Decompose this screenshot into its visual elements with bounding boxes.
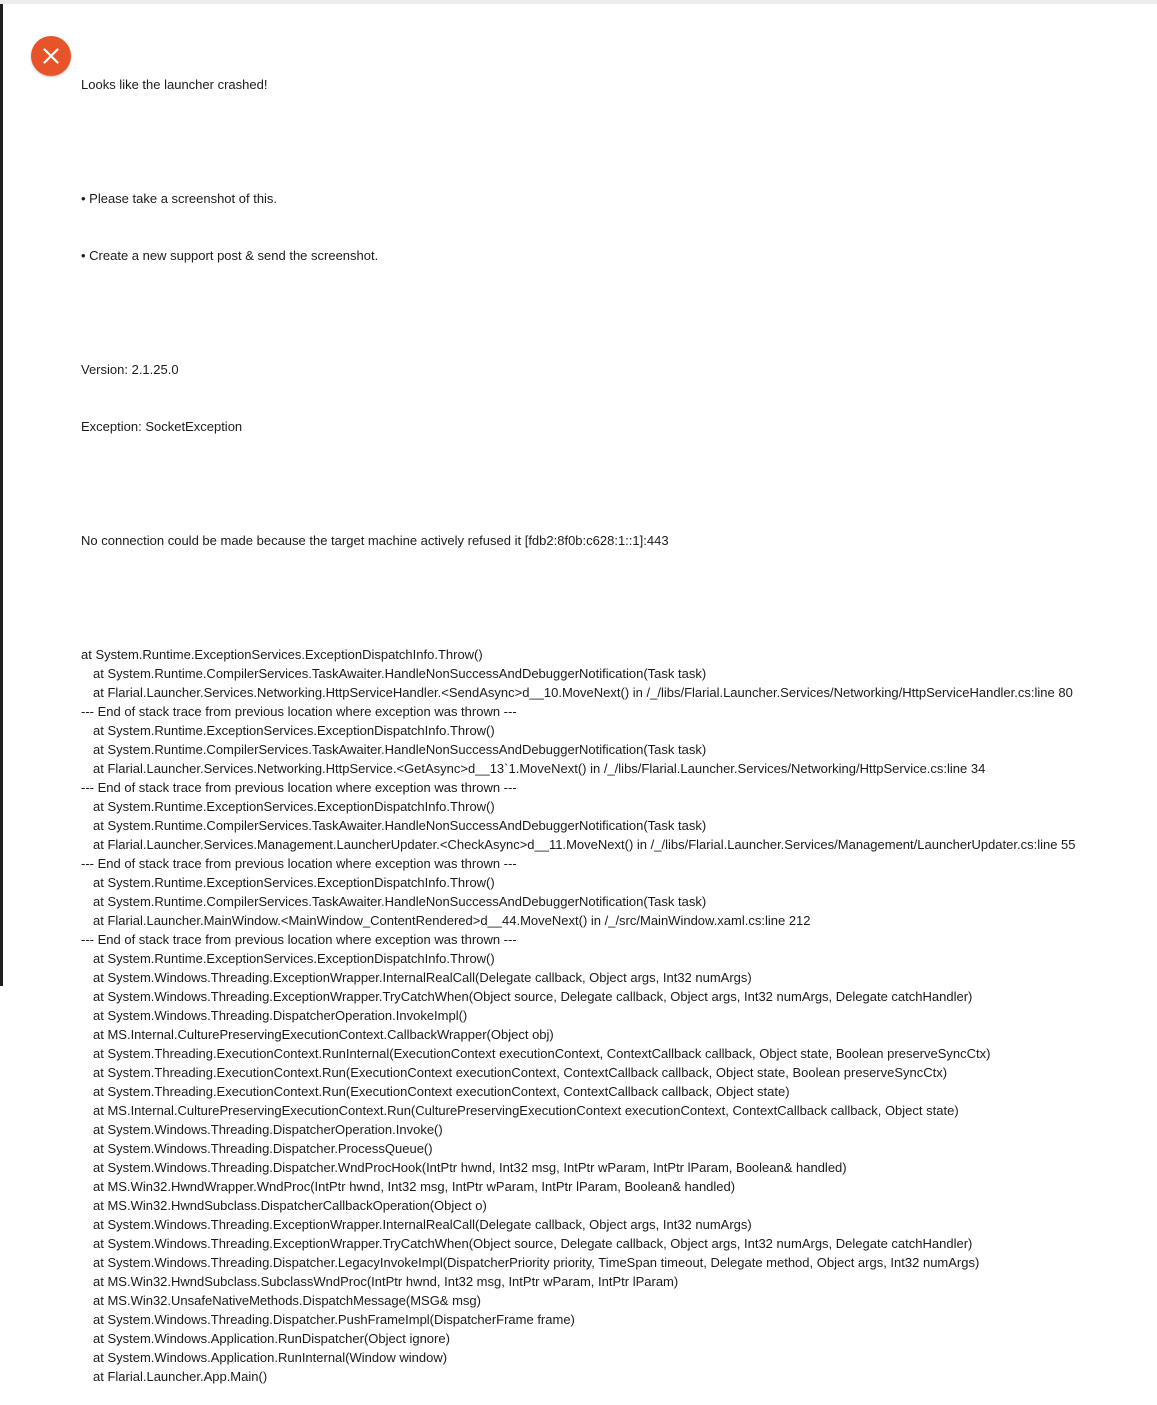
crash-message (81, 37, 1151, 1405)
error-close-icon (31, 36, 71, 76)
stack-trace-line: at System.Windows.Threading.Dispatcher.LegacyInvokeImpl(DispatcherPriority priority, TimeSpan timeout, Delegate method, Object args, Int32 numArgs) (93, 1255, 980, 1270)
stack-trace-line: at Flarial.Launcher.MainWindow.<MainWindow_ContentRendered>d__44.MoveNext() in /_/src/MainWindow.xaml.cs:line 212 (93, 913, 811, 928)
stack-trace-line: at MS.Win32.HwndSubclass.DispatcherCallbackOperation(Object o) (93, 1198, 487, 1213)
stack-trace-line: at System.Runtime.CompilerServices.TaskAwaiter.HandleNonSuccessAndDebuggerNotification(Task task) (93, 894, 707, 909)
stack-trace-line: at System.Windows.Threading.ExceptionWrapper.TryCatchWhen(Object source, Delegate callback, Object args, Int32 numArgs, Delegate catchHandler) (93, 989, 973, 1004)
stack-trace-line: at System.Windows.Threading.Dispatcher.WndProcHook(IntPtr hwnd, Int32 msg, IntPtr wParam, IntPtr lParam, Boolean& handled) (93, 1160, 847, 1175)
instruction-screenshot: • Please take a screenshot of this. (81, 191, 278, 206)
stack-trace-line: at Flarial.Launcher.Services.Management.LauncherUpdater.<CheckAsync>d__11.MoveNext() in /_/libs/Flarial.Launcher.Services/Management/LauncherUpdater.cs:line 55 (93, 837, 1076, 852)
stack-trace-separator: --- End of stack trace from previous location where exception was thrown --- (81, 780, 517, 795)
stack-trace-line: at System.Runtime.CompilerServices.TaskAwaiter.HandleNonSuccessAndDebuggerNotification(Task task) (93, 666, 707, 681)
stack-trace-line: at System.Runtime.ExceptionServices.ExceptionDispatchInfo.Throw() (93, 723, 495, 738)
stack-trace-line: at System.Windows.Threading.DispatcherOperation.Invoke() (93, 1122, 443, 1137)
stack-trace-line: at System.Threading.ExecutionContext.RunInternal(ExecutionContext executionContext, ContextCallback callback, Object state, Boolean preserveSyncCtx) (93, 1046, 991, 1061)
stack-trace-line: at Flarial.Launcher.Services.Networking.HttpServiceHandler.<SendAsync>d__10.MoveNext() in /_/libs/Flarial.Launcher.Services/Networking/HttpServiceHandler.cs:line 80 (93, 685, 1073, 700)
stack-trace-line: at System.Windows.Threading.ExceptionWrapper.InternalRealCall(Delegate callback, Object args, Int32 numArgs) (93, 1217, 752, 1232)
stack-trace-line: at System.Threading.ExecutionContext.Run(ExecutionContext executionContext, ContextCallback callback, Object state) (93, 1084, 790, 1099)
stack-trace-line: at Flarial.Launcher.App.Main() (93, 1369, 268, 1384)
stack-trace-line: at System.Runtime.ExceptionServices.ExceptionDispatchInfo.Throw() (93, 875, 495, 890)
stack-trace-line: at System.Windows.Threading.ExceptionWrapper.InternalRealCall(Delegate callback, Object args, Int32 numArgs) (93, 970, 752, 985)
stack-trace-line: at System.Windows.Threading.DispatcherOperation.InvokeImpl() (93, 1008, 468, 1023)
stack-trace-line: at System.Runtime.CompilerServices.TaskAwaiter.HandleNonSuccessAndDebuggerNotification(Task task) (93, 818, 707, 833)
background-window-edge (0, 4, 3, 986)
window-top-border (0, 0, 1157, 4)
stack-trace-line: at System.Runtime.ExceptionServices.ExceptionDispatchInfo.Throw() (93, 951, 495, 966)
stack-trace-separator: --- End of stack trace from previous location where exception was thrown --- (81, 704, 517, 719)
stack-trace-separator: --- End of stack trace from previous location where exception was thrown --- (81, 932, 517, 947)
stack-trace-line: at MS.Internal.CulturePreservingExecutionContext.CallbackWrapper(Object obj) (93, 1027, 554, 1042)
stack-trace-line: at Flarial.Launcher.Services.Networking.HttpService.<GetAsync>d__13`1.MoveNext() in /_/libs/Flarial.Launcher.Services/Networking/HttpService.cs:line 34 (93, 761, 986, 776)
stack-trace (81, 645, 1151, 1386)
stack-trace-line: at System.Threading.ExecutionContext.Run(ExecutionContext executionContext, ContextCallback callback, Object state, Boolean preserveSyncCtx) (93, 1065, 948, 1080)
headline: Looks like the launcher crashed! (81, 77, 268, 92)
stack-trace-separator: --- End of stack trace from previous location where exception was thrown --- (81, 856, 517, 871)
stack-trace-line: at MS.Win32.HwndWrapper.WndProc(IntPtr hwnd, Int32 msg, IntPtr wParam, IntPtr lParam, Boolean& handled) (93, 1179, 736, 1194)
stack-trace-line: at System.Windows.Threading.Dispatcher.PushFrameImpl(DispatcherFrame frame) (93, 1312, 575, 1327)
stack-trace-line: at System.Runtime.ExceptionServices.ExceptionDispatchInfo.Throw() (81, 647, 483, 662)
stack-trace-line: at System.Windows.Application.RunInternal(Window window) (93, 1350, 448, 1365)
stack-trace-line: at System.Runtime.ExceptionServices.ExceptionDispatchInfo.Throw() (93, 799, 495, 814)
version-text: Version: 2.1.25.0 (81, 362, 179, 377)
stack-trace-line: at System.Windows.Threading.Dispatcher.ProcessQueue() (93, 1141, 433, 1156)
stack-trace-line: at MS.Internal.CulturePreservingExecutionContext.Run(CulturePreservingExecutionContext executionContext, ContextCallback callback, Object state) (93, 1103, 959, 1118)
instruction-support-post: • Create a new support post & send the screenshot. (81, 248, 379, 263)
stack-trace-line: at System.Runtime.CompilerServices.TaskAwaiter.HandleNonSuccessAndDebuggerNotification(Task task) (93, 742, 707, 757)
stack-trace-line: at MS.Win32.HwndSubclass.SubclassWndProc(IntPtr hwnd, Int32 msg, IntPtr wParam, IntPtr lParam) (93, 1274, 679, 1289)
stack-trace-line: at System.Windows.Application.RunDispatcher(Object ignore) (93, 1331, 450, 1346)
stack-trace-line: at MS.Win32.UnsafeNativeMethods.DispatchMessage(MSG& msg) (93, 1293, 481, 1308)
error-message: No connection could be made because the target machine actively refused it [fdb2:8f0b:c628:1::1]:443 (81, 533, 669, 548)
exception-type: Exception: SocketException (81, 419, 243, 434)
stack-trace-line: at System.Windows.Threading.ExceptionWrapper.TryCatchWhen(Object source, Delegate callback, Object args, Int32 numArgs, Delegate catchHandler) (93, 1236, 973, 1251)
